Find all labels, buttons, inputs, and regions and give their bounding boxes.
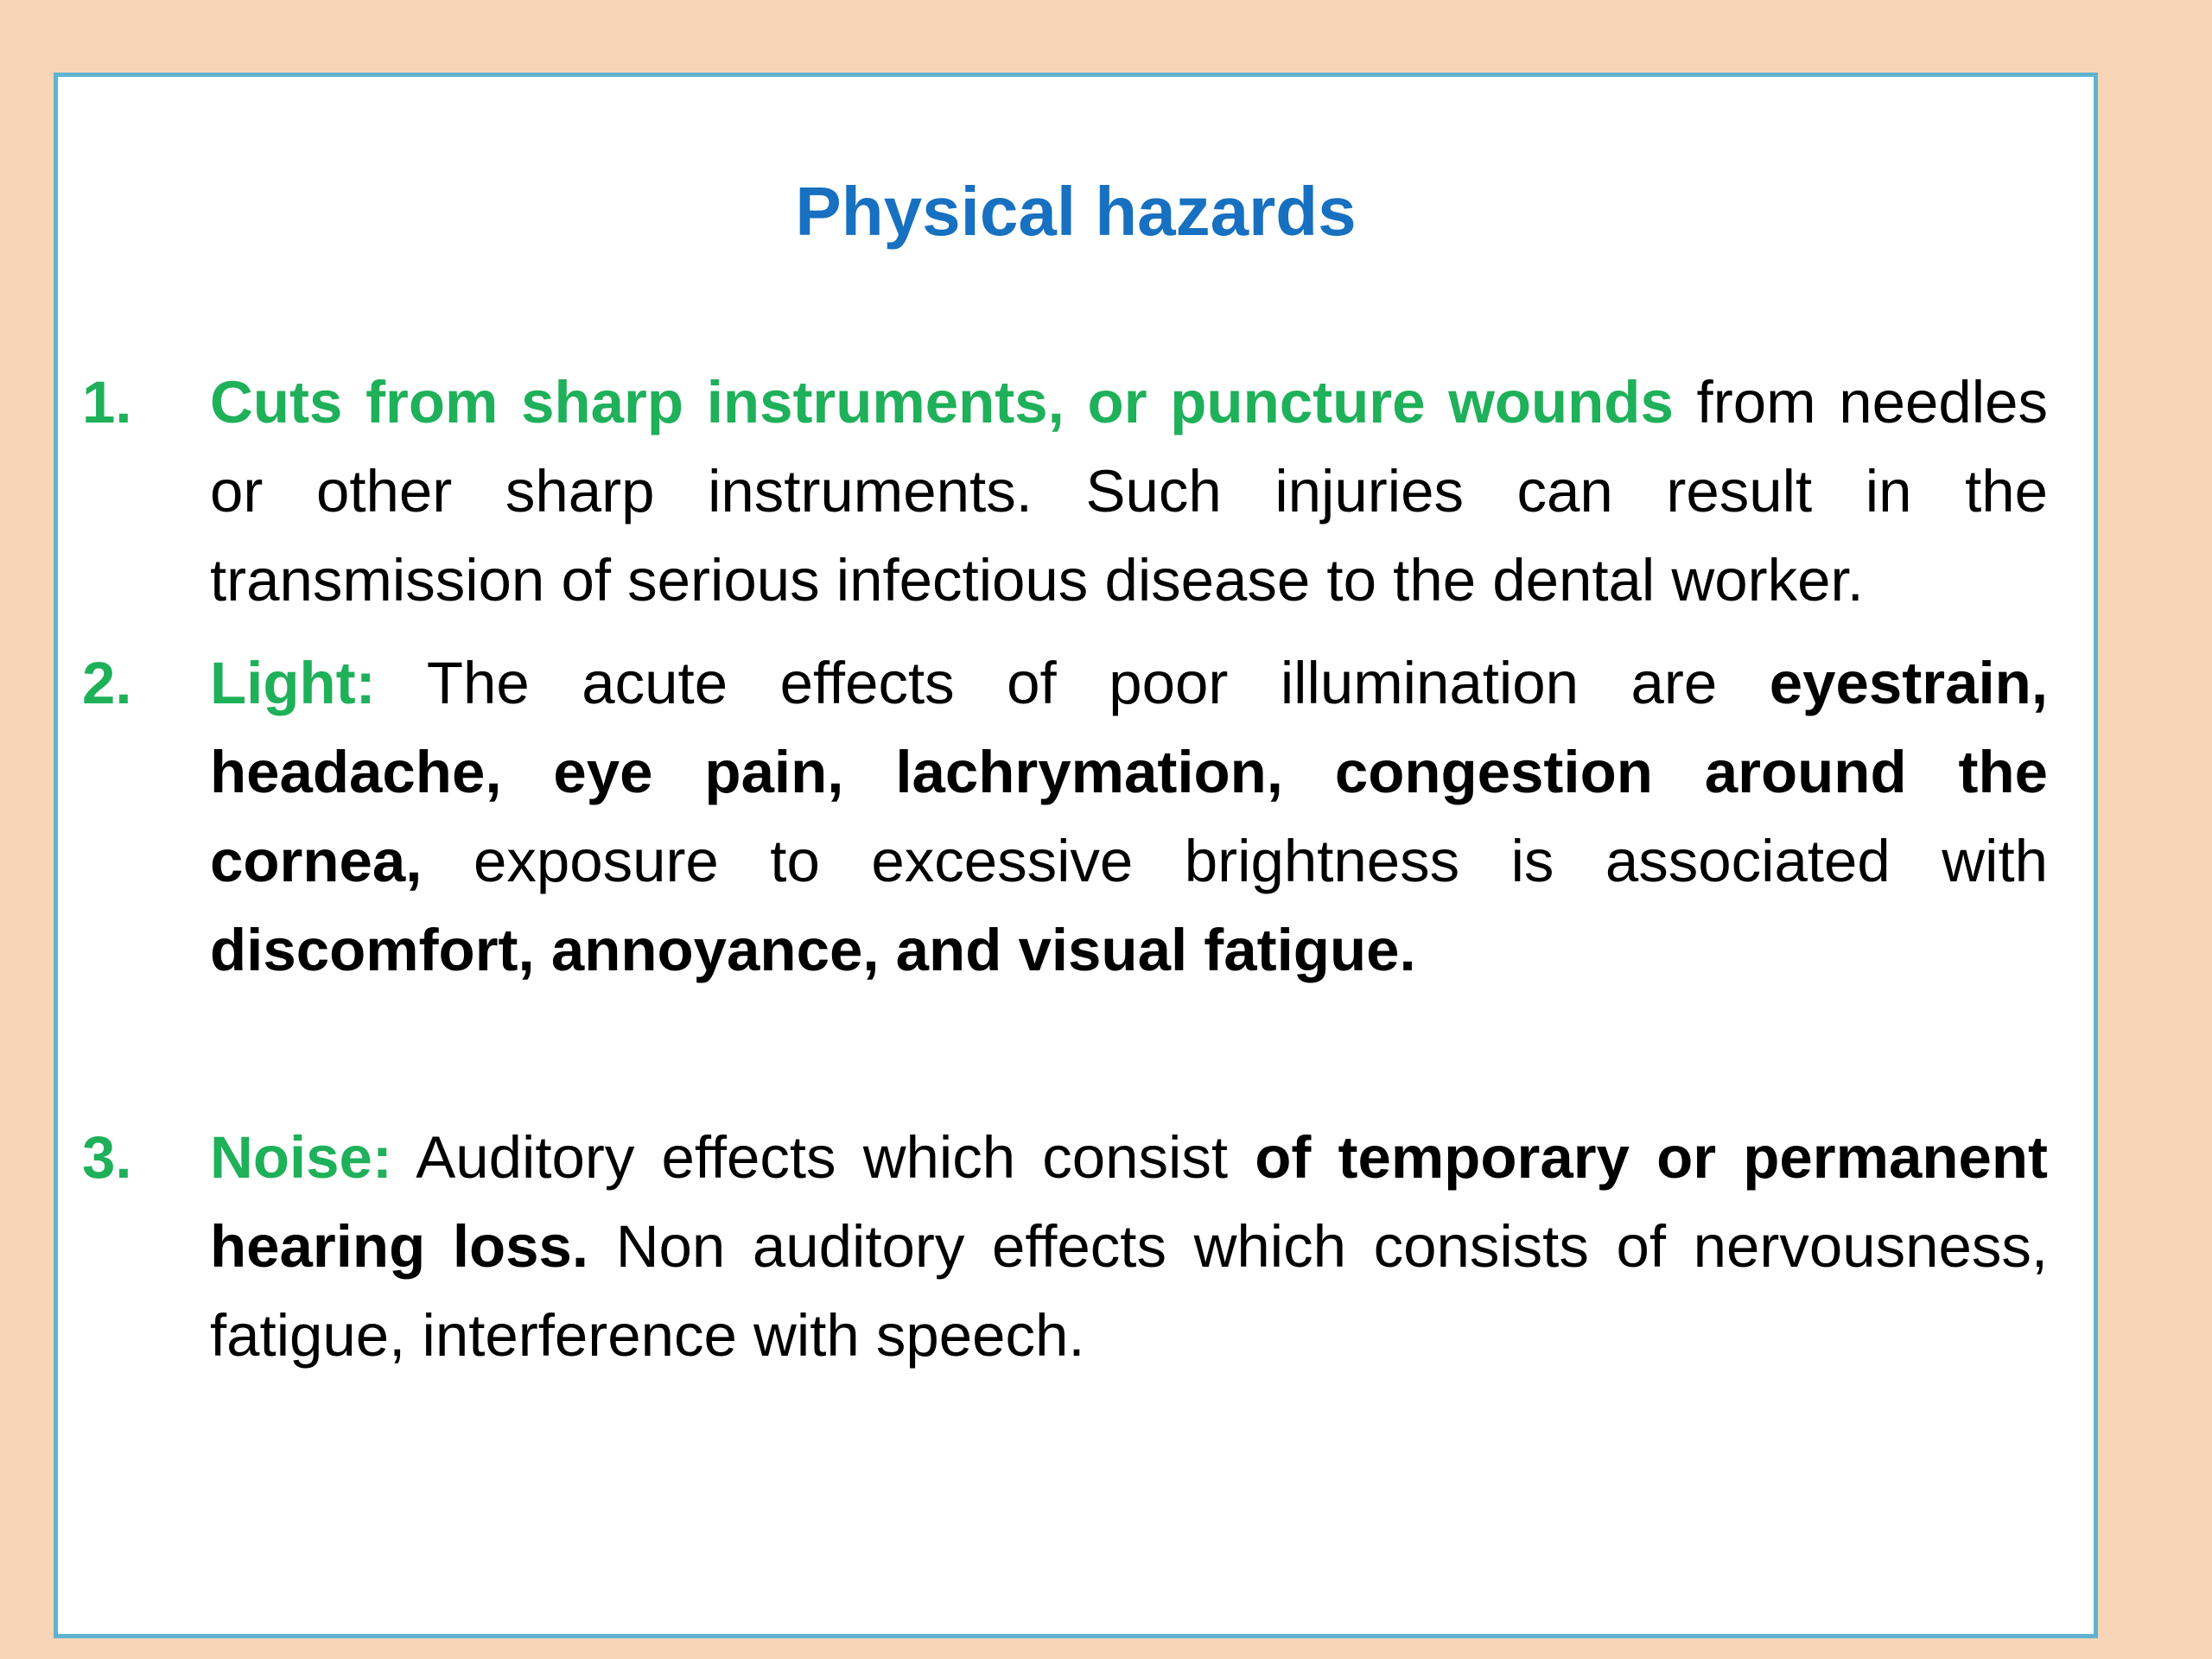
hazard-emphasis: eyestrain, headache, eye pain, lachrymation, congestion around the cornea, (210, 650, 2048, 894)
slide-title: Physical hazards (795, 173, 1357, 250)
hazard-text: exposure to excessive brightness is associated with (422, 828, 2048, 894)
hazard-heading: Noise: (210, 1124, 392, 1191)
item-number: 3. (82, 1124, 132, 1191)
hazard-item-noise (82, 1113, 2048, 1380)
hazard-item-cuts (82, 358, 2048, 625)
hazard-text: The acute effects of poor illumination are (375, 650, 1770, 716)
hazard-text: Auditory effects which consist (391, 1124, 1255, 1191)
hazard-heading: Light: (210, 650, 376, 716)
hazard-list (82, 358, 2048, 1380)
hazard-text: from needles or other sharp instruments. Such injuries can result in the transmission of serious infectious disease to the dental worker. (210, 369, 2048, 613)
hazard-emphasis: discomfort, annoyance, and visual fatigue. (210, 917, 1416, 983)
hazard-text: Non auditory effects which consists of nervousness, fatigue, interference with speech. (210, 1213, 2049, 1369)
hazard-heading: Cuts from sharp instruments, or puncture wounds (210, 369, 1674, 435)
hazard-emphasis: of temporary or permanent hearing loss. (210, 1124, 2049, 1280)
item-number: 1. (82, 369, 132, 435)
slide-frame (54, 73, 2098, 1638)
item-number: 2. (82, 650, 132, 716)
hazard-item-light (82, 639, 2048, 995)
